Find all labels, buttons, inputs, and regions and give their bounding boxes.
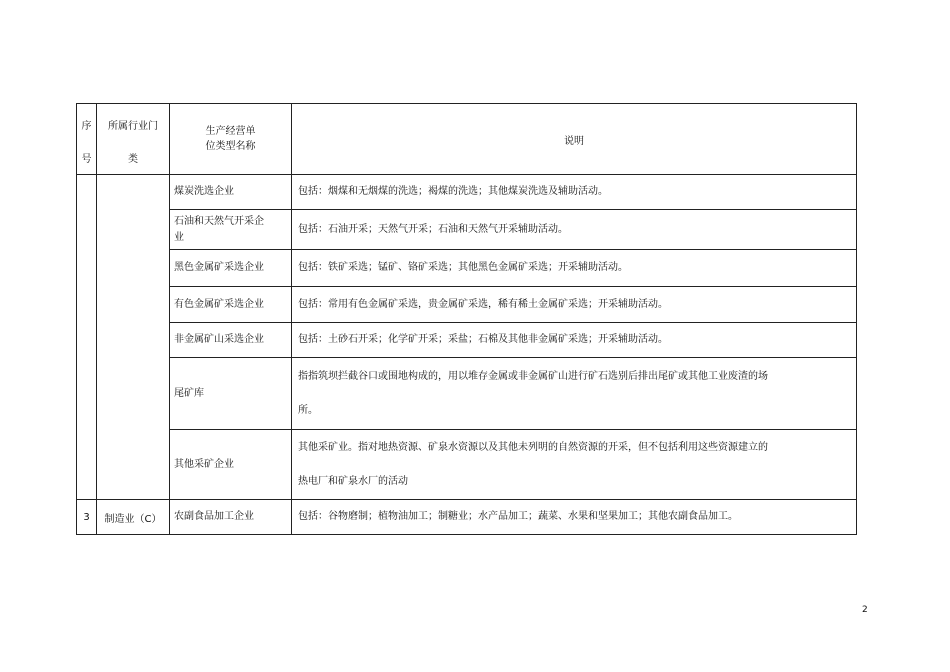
desc-cell: 包括：土砂石开采；化学矿开采；采盐；石棉及其他非金属矿采选；开采辅助活动。 [292, 323, 857, 358]
table-row [77, 287, 857, 323]
seq-cell-empty [77, 175, 97, 500]
desc-cell: 包括：烟煤和无烟煤的洗选；褐煤的洗选；其他煤炭洗选及辅助活动。 [292, 175, 857, 210]
type-cell: 尾矿库 [170, 358, 292, 430]
industry-cell: 制造业（C） [97, 500, 170, 535]
type-cell: 有色金属矿采选企业 [170, 287, 292, 323]
header-desc: 说明 [292, 104, 857, 175]
header-type [170, 104, 292, 175]
header-seq-line2: 号 [81, 154, 92, 165]
type-cell: 非金属矿山采选企业 [170, 323, 292, 358]
table-row [77, 250, 857, 287]
header-seq [77, 104, 97, 175]
page-number: 2 [862, 605, 868, 615]
desc-cell: 包括：谷物磨制；植物油加工；制糖业；水产品加工；蔬菜、水果和坚果加工；其他农副食品加工。 [292, 500, 857, 535]
table-row [77, 323, 857, 358]
desc-cell: 包括：铁矿采选；锰矿、铬矿采选；其他黑色金属矿采选；开采辅助活动。 [292, 250, 857, 287]
type-cell: 黑色金属矿采选企业 [170, 250, 292, 287]
table-row [77, 430, 857, 500]
desc-cell: 包括：常用有色金属矿采选，贵金属矿采选，稀有稀土金属矿采选；开采辅助活动。 [292, 287, 857, 323]
type-cell: 煤炭洗选企业 [170, 175, 292, 210]
desc-cell [292, 358, 857, 430]
type-line2: 业 [174, 231, 184, 243]
table-row [77, 358, 857, 430]
header-industry-line1: 所属行业门 [108, 121, 158, 132]
table-row [77, 210, 857, 250]
table-header-row [77, 104, 857, 175]
seq-cell: 3 [77, 500, 97, 535]
type-cell: 其他采矿企业 [170, 430, 292, 500]
desc-cell [292, 430, 857, 500]
desc-line1: 指指筑坝拦截谷口或围地构成的，用以堆存金属或非金属矿山进行矿石选别后排出尾矿或其他工业废渣的场 [298, 370, 768, 382]
header-type-line1: 生产经营单 [205, 126, 256, 137]
table-row [77, 175, 857, 210]
type-line1: 石油和天然气开采企 [174, 215, 264, 227]
type-cell: 农副食品加工企业 [170, 500, 292, 535]
industry-table [76, 103, 857, 535]
type-cell [170, 210, 292, 250]
industry-cell-empty [97, 175, 170, 500]
header-industry [97, 104, 170, 175]
header-seq-line1: 序 [81, 121, 92, 132]
desc-cell: 包括：石油开采；天然气开采；石油和天然气开采辅助活动。 [292, 210, 857, 250]
header-type-line2: 位类型名称 [205, 141, 256, 152]
desc-line2: 热电厂和矿泉水厂的活动 [298, 475, 408, 487]
desc-line2: 所。 [298, 404, 318, 416]
header-industry-line2: 类 [128, 154, 138, 165]
table-row [77, 500, 857, 535]
desc-line1: 其他采矿业。指对地热资源、矿泉水资源以及其他未列明的自然资源的开采，但不包括利用这些资源建立的 [298, 441, 768, 453]
